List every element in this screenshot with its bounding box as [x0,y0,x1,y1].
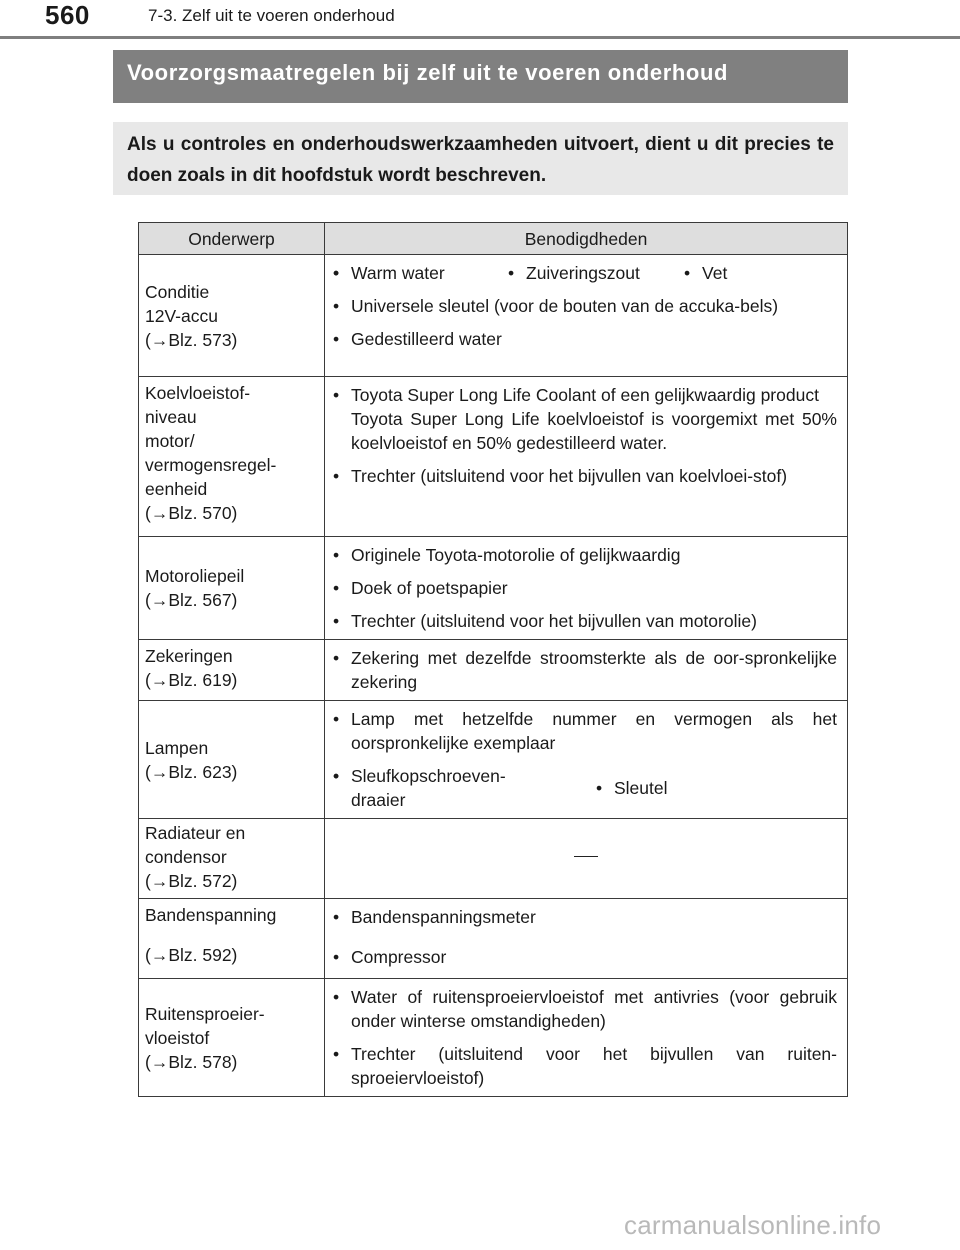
topic-line: condensor [145,847,227,867]
topic-line: Koelvloeistof- [145,383,251,403]
supplies-cell [325,377,848,537]
supply-item: • Trechter (uitsluitend voor het bijvullen van koelvloei-stof) [333,464,837,488]
supplies-cell [325,701,848,819]
supply-item: • Universele sleutel (voor de bouten van de accuka-bels) [333,294,837,318]
watermark: carmanualsonline.info [624,1210,882,1240]
page-reference: (→Blz. 570) [145,503,238,523]
supplies-cell [325,537,848,640]
supply-item: • Lamp met hetzelfde nummer en vermogen als het oorspronkelijke exemplaar [333,707,837,755]
header-rule [0,36,960,39]
topic-line: Radiateur en [145,823,246,843]
supplies-cell [325,255,848,377]
page-reference: (→Blz. 567) [145,590,238,610]
supplies-cell [325,640,848,701]
topic-line: Zekeringen [145,646,233,666]
table-row [139,255,848,377]
table-row [139,819,848,899]
supplies-cell [325,899,848,979]
supply-item: • Compressor [333,945,837,969]
page-number: 560 [45,0,90,30]
topic-line: eenheid [145,479,208,499]
supply-item-row [333,261,837,285]
table-row [139,979,848,1097]
supply-item: • Vet [684,261,727,285]
page-reference: (→Blz. 572) [145,871,238,891]
supplies-cell [325,979,848,1097]
supply-item: • Zekering met dezelfde stroomsterkte als de oor-spronkelijke zekering [333,646,837,694]
table-row [139,640,848,701]
supply-item: • Gedestilleerd water [333,327,837,351]
table-row [139,537,848,640]
topic-cell [139,979,325,1097]
supply-item: • Zuiveringszout [508,261,684,285]
maintenance-table [138,222,848,1097]
intro-paragraph: Als u controles en onderhoudswerkzaamheden uitvoert, dient u dit precies te doen zoals in dit hoofdstuk wordt beschreven. [113,122,848,195]
supply-item-text: Toyota Super Long Life Coolant of een gelijkwaardig product [351,385,819,405]
table-row [139,701,848,819]
topic-line: Bandenspanning [145,905,277,925]
section-title: Voorzorgsmaatregelen bij zelf uit te voeren onderhoud [113,50,848,103]
topic-line: vermogensregel- [145,455,277,475]
topic-line: vloeistof [145,1027,210,1048]
supply-item: • Trechter (uitsluitend voor het bijvullen van motorolie) [333,609,837,633]
supplies-cell [325,819,848,899]
topic-cell [139,701,325,819]
supply-item: • • Warm water [333,261,508,285]
topic-cell [139,255,325,377]
page-reference: (→Blz. 592) [145,945,238,965]
page-reference: (→Blz. 578) [145,1051,238,1072]
chapter-title: 7-3. Zelf uit te voeren onderhoud [148,6,395,25]
page-reference: (→Blz. 619) [145,670,238,690]
inline-supplies [333,261,837,285]
topic-line: Conditie [145,281,210,302]
topic-line: Ruitensproeier- [145,1003,265,1024]
page-reference: (→Blz. 623) [145,761,238,782]
topic-line: niveau [145,407,197,427]
page-reference: (→Blz. 573) [145,329,238,350]
supply-item: • Originele Toyota-motorolie of gelijkwaardig [333,543,837,567]
supply-item: • • Sleufkopschroeven-draaier [333,764,541,812]
empty-dash [574,856,598,857]
inline-supplies [333,764,837,812]
supply-item: • Bandenspanningsmeter [333,905,837,929]
table-row [139,899,848,979]
topic-cell [139,377,325,537]
topic-line: 12V-accu [145,305,218,326]
topic-line: Lampen [145,737,209,758]
supply-item: • Trechter (uitsluitend voor het bijvullen van ruiten-sproeiervloeistof) [333,1042,837,1090]
column-header-topic: Onderwerp [139,223,325,255]
topic-cell [139,640,325,701]
topic-line: Motoroliepeil [145,566,245,586]
table-row [139,377,848,537]
supply-item: • Doek of poetspapier [333,576,837,600]
topic-line: motor/ [145,431,195,451]
supply-note: Toyota Super Long Life koelvloeistof is voorgemixt met 50% koelvloeistof en 50% gedestilleerd water. [351,409,837,453]
topic-cell [139,537,325,640]
column-header-supplies: Benodigdheden [325,223,848,255]
supply-item: • Water of ruitensproeiervloeistof met antivries (voor gebruik onder winterse omstandigheden) [333,985,837,1033]
table-header-row [139,223,848,255]
supply-item [333,383,837,455]
topic-cell [139,819,325,899]
supply-item-row [333,764,837,812]
supply-item: • Sleutel [596,776,668,800]
topic-cell [139,899,325,979]
